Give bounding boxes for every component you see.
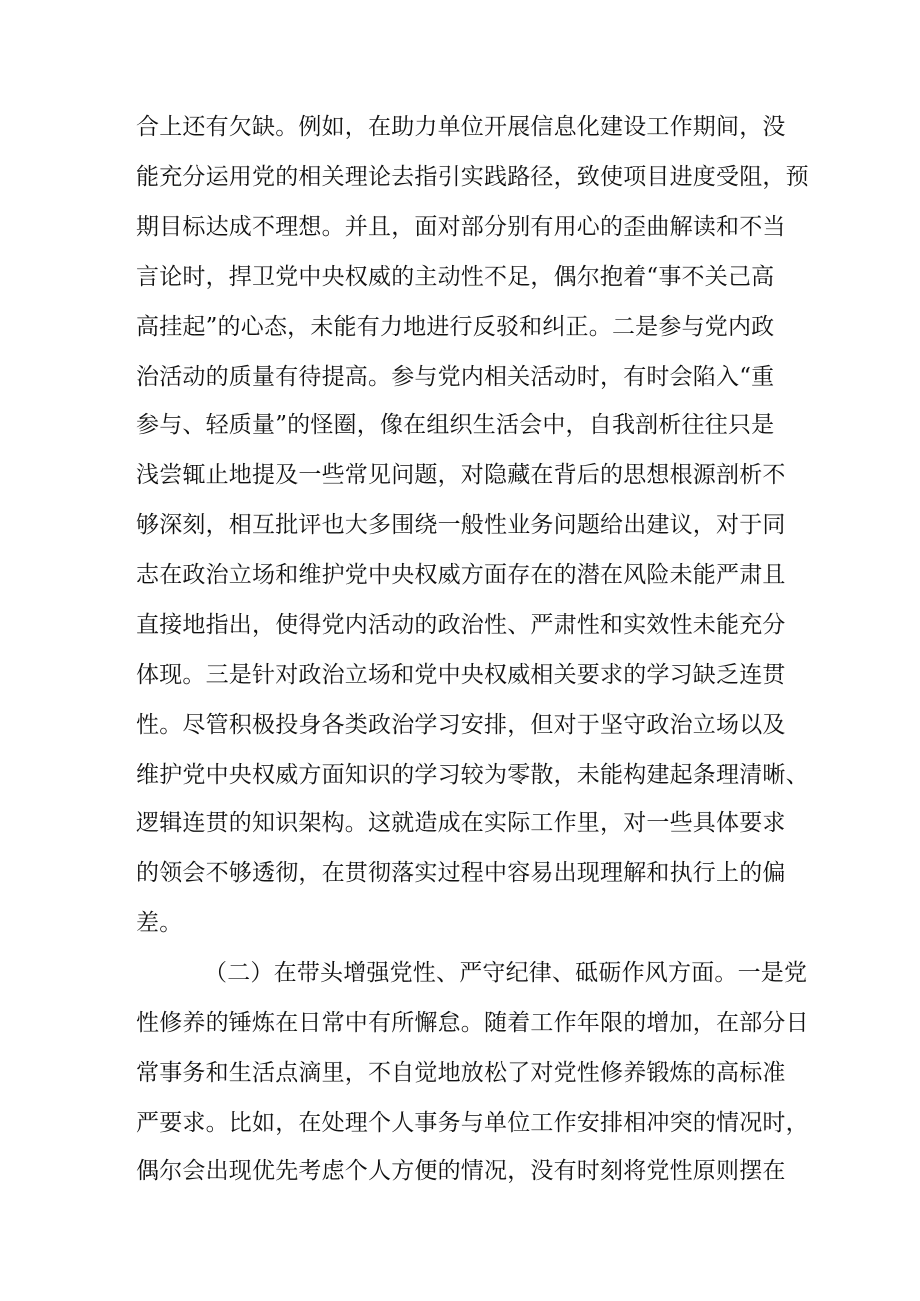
text-line: 差。 (136, 910, 183, 936)
section-heading-line: （二）在带头增强党性、严守纪律、砥砺作风方面。一是党 (204, 960, 808, 986)
text-line: 高挂起”的心态，未能有力地进行反驳和纠正。二是参与党内政 (136, 314, 775, 340)
text-line: 严要求。比如，在处理个人事务与单位工作安排相冲突的情况时， (136, 1110, 809, 1136)
text-line: 能充分运用党的相关理论去指引实践路径，致使项目进度受阻，预 (136, 164, 809, 190)
text-line: 合上还有欠缺。例如，在助力单位开展信息化建设工作期间，没 (136, 114, 786, 140)
text-line: 浅尝辄止地提及一些常见问题，对隐藏在背后的思想根源剖析不 (136, 462, 786, 488)
text-line: 言论时，捍卫党中央权威的主动性不足，偶尔抱着“事不关己高 (136, 264, 775, 290)
text-line: 的领会不够透彻，在贯彻落实过程中容易出现理解和执行上的偏 (136, 860, 786, 886)
text-line: 参与、轻质量”的怪圈，像在组织生活会中，自我剖析往往只是 (136, 412, 775, 438)
text-line: 够深刻，相互批评也大多围绕一般性业务问题给出建议，对于同 (136, 512, 786, 538)
text-line: 维护党中央权威方面知识的学习较为零散，未能构建起条理清晰、 (136, 762, 809, 788)
text-line: 偶尔会出现优先考虑个人方便的情况，没有时刻将党性原则摆在 (136, 1158, 786, 1184)
text-line: 体现。三是针对政治立场和党中央权威相关要求的学习缺乏连贯 (136, 662, 786, 688)
text-line: 直接地指出，使得党内活动的政治性、严肃性和实效性未能充分 (136, 612, 786, 638)
text-line: 性。尽管积极投身各类政治学习安排，但对于坚守政治立场以及 (136, 712, 786, 738)
text-line: 期目标达成不理想。并且，面对部分别有用心的歪曲解读和不当 (136, 214, 786, 240)
text-line: 逻辑连贯的知识架构。这就造成在实际工作里，对一些具体要求 (136, 810, 786, 836)
text-line: 志在政治立场和维护党中央权威方面存在的潜在风险未能严肃且 (136, 562, 786, 588)
text-line: 治活动的质量有待提高。参与党内相关活动时，有时会陷入“重 (136, 364, 775, 390)
text-line: 常事务和生活点滴里，不自觉地放松了对党性修养锻炼的高标准 (136, 1060, 786, 1086)
text-line: 性修养的锤炼在日常中有所懈怠。随着工作年限的增加，在部分日 (136, 1010, 809, 1036)
